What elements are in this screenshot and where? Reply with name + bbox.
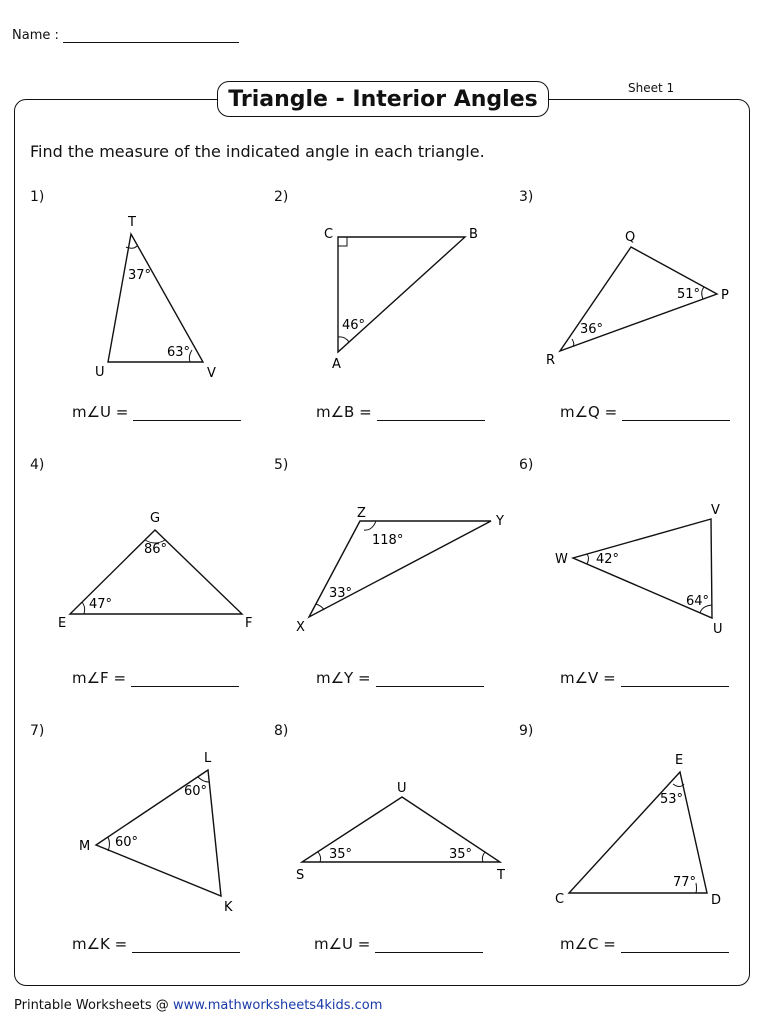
angle-label: 46°	[342, 318, 366, 333]
angle-label: 35°	[329, 847, 353, 862]
vertex-label: X	[296, 620, 305, 635]
vertex-label: P	[721, 288, 729, 303]
problem-9-number: 9)	[519, 723, 534, 739]
vertex-label: C	[555, 892, 565, 907]
problem-3-number: 3)	[519, 189, 534, 205]
angle-label: 35°	[449, 847, 473, 862]
angle-label: 63°	[167, 345, 191, 360]
vertex-label: E	[58, 616, 67, 631]
answer-label: m∠U =	[314, 935, 371, 953]
vertex-label: V	[207, 366, 216, 381]
problem-9-answer	[560, 935, 729, 953]
vertex-label: T	[497, 868, 505, 883]
vertex-label: M	[79, 839, 91, 854]
name-label: Name :	[12, 28, 59, 43]
angle-label: 42°	[596, 552, 620, 567]
angle-label: 60°	[184, 784, 208, 799]
vertex-label: Q	[625, 230, 636, 245]
sheet-label: Sheet 1	[628, 81, 675, 95]
angle-label: 60°	[115, 835, 139, 850]
vertex-label: G	[150, 511, 161, 526]
answer-label: m∠F =	[72, 669, 127, 687]
vertex-label: U	[95, 365, 105, 380]
footer-prefix: Printable Worksheets @	[14, 998, 173, 1013]
footer-link[interactable]: www.mathworksheets4kids.com	[172, 998, 383, 1013]
vertex-label: T	[128, 215, 136, 230]
vertex-label: Z	[357, 506, 366, 521]
vertex-label: K	[224, 900, 233, 915]
angle-label: 37°	[128, 268, 152, 283]
angle-label: 33°	[329, 586, 353, 601]
angle-label: 53°	[660, 792, 684, 807]
problem-2-number: 2)	[274, 189, 289, 205]
vertex-label: W	[555, 552, 568, 567]
vertex-label: C	[324, 227, 334, 242]
vertex-label: F	[245, 616, 253, 631]
answer-blank[interactable]	[621, 938, 729, 953]
answer-label: m∠Y =	[316, 669, 371, 687]
angle-label: 51°	[677, 287, 701, 302]
vertex-label: D	[711, 893, 722, 908]
vertex-label: S	[296, 868, 305, 883]
answer-label: m∠V =	[560, 669, 616, 687]
answer-label: m∠K =	[72, 935, 128, 953]
problem-7-number: 7)	[30, 723, 45, 739]
vertex-label: B	[469, 227, 478, 242]
vertex-label: E	[675, 753, 684, 768]
answer-label: m∠B =	[316, 403, 372, 421]
problem-1-number: 1)	[30, 189, 45, 205]
problem-4-number: 4)	[30, 457, 45, 473]
angle-label: 86°	[144, 542, 168, 557]
angle-label: 77°	[673, 875, 697, 890]
answer-label: m∠Q =	[560, 403, 618, 421]
angle-label: 47°	[89, 597, 113, 612]
answer-label: m∠U =	[72, 403, 129, 421]
vertex-label: U	[397, 781, 407, 796]
vertex-label: V	[711, 503, 720, 518]
angle-label: 118°	[372, 533, 404, 548]
problem-5-number: 5)	[274, 457, 289, 473]
instructions: Find the measure of the indicated angle in each triangle.	[30, 142, 485, 161]
problem-8-number: 8)	[274, 723, 289, 739]
vertex-label: R	[546, 353, 556, 368]
angle-label: 36°	[580, 322, 604, 337]
footer	[14, 998, 382, 1013]
vertex-label: Y	[496, 514, 504, 529]
answer-label: m∠C =	[560, 935, 616, 953]
angle-label: 64°	[686, 594, 710, 609]
vertex-label: U	[713, 622, 723, 637]
vertex-label: A	[332, 357, 341, 372]
problem-6-number: 6)	[519, 457, 534, 473]
worksheet-title: Triangle - Interior Angles	[217, 81, 549, 117]
vertex-label: L	[204, 751, 212, 766]
